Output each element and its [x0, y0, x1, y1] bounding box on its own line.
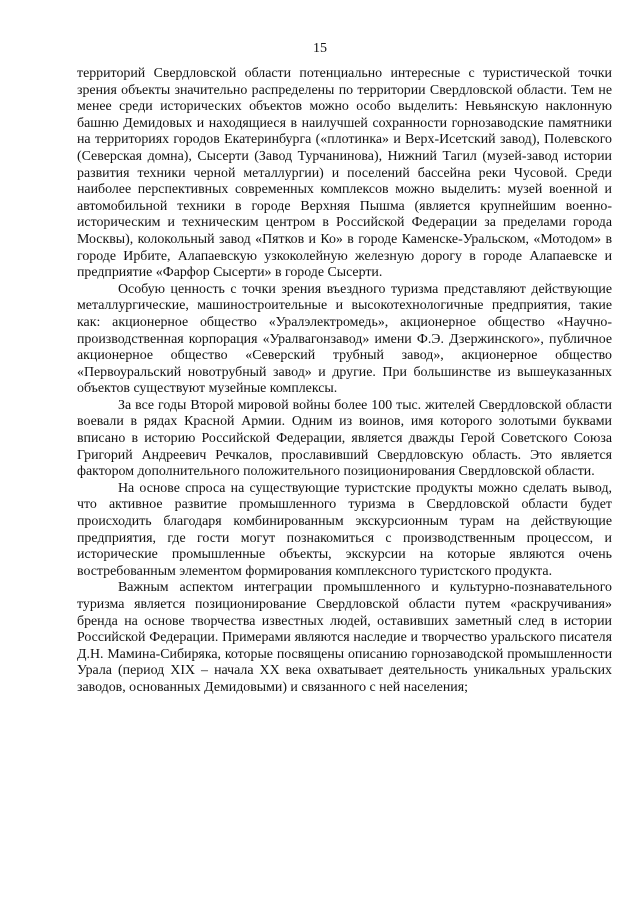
paragraph-4: На основе спроса на существующие туристские продукты можно сделать вывод, что активное развитие промышленного туризма в Свердловской области будет происходить благодаря комбинированным экскурсионным турам на действующие предприятия, где гости могут познакомиться с производственным процессом, и исторические промышленные объекты, экскурсии на которые являются очень востребованным элементом формирования комплексного туристского продукта. [77, 480, 612, 579]
document-body [77, 66, 612, 697]
page-number: 15 [313, 41, 327, 56]
paragraph-5: Важным аспектом интеграции промышленного и культурно-познавательного туризма является позиционирование Свердловской области путем «раскручивания» бренда на основе творчества известных людей, оставивших заметный след в истории Российской Федерации. Примерами являются наследие и творчество уральского писателя Д.Н. Мамина-Сибиряка, которые посвящены описанию горнозаводской промышленности Урала (период XIX – начала XX века охватывает деятельность уникальных уральских заводов, основанных Демидовыми) и связанного с ней населения; [77, 580, 612, 695]
paragraph-2: Особую ценность с точки зрения въездного туризма представляют действующие металлургические, машиностроительные и высокотехнологичные предприятия, такие как: акционерное общество «Уралэлектромедь», акционерное общество «Научно-производственная корпорация «Уралвагонзавод» имени Ф.Э. Дзержинского», публичное акционерное общество «Северский трубный завод», акционерное общество «Первоуральский новотрубный завод» и другие. При большинстве из вышеуказанных объектов существуют музейные комплексы. [77, 281, 612, 397]
paragraph-3: За все годы Второй мировой войны более 100 тыс. жителей Свердловской области воевали в рядах Красной Армии. Одним из воинов, имя которого золотыми буквами вписано в историю Российской Федерации, является дважды Герой Советского Союза Григорий Андреевич Речкалов, прославивший Свердловскую область. Это является фактором дополнительного положительного позиционирования Свердловской области. [77, 397, 612, 480]
paragraph-1: территорий Свердловской области потенциально интересные с туристической точки зрения объекты значительно распределены по территории Свердловской области. Тем не менее среди исторических объектов можно особо выделить: Невьянскую наклонную башню Демидовых и находящиеся в наилучшей сохранности горнозаводские памятники на территориях городов Екатеринбурга («плотинка» и Верх-Исетский завод), Полевского (Северская домна), Сысерти (Завод Турчанинова), Нижний Тагил (музей-завод истории развития техники черной металлургии) и поселений бассейна реки Чусовой. Среди наиболее перспективных современных комплексов можно выделить: музей военной и автомобильной техники в городе Верхняя Пышма (является крупнейшим военно-историческим и техническим центром в Российской Федерации за пределами города Москвы), колокольный завод «Пятков и Ко» в городе Каменске-Уральском, «Мотодом» в городе Ирбите, Алапаевскую узкоколейную железную дорогу в городе Алапаевске и предприятие «Фарфор Сысерти» в городе Сысерти. [77, 66, 612, 281]
